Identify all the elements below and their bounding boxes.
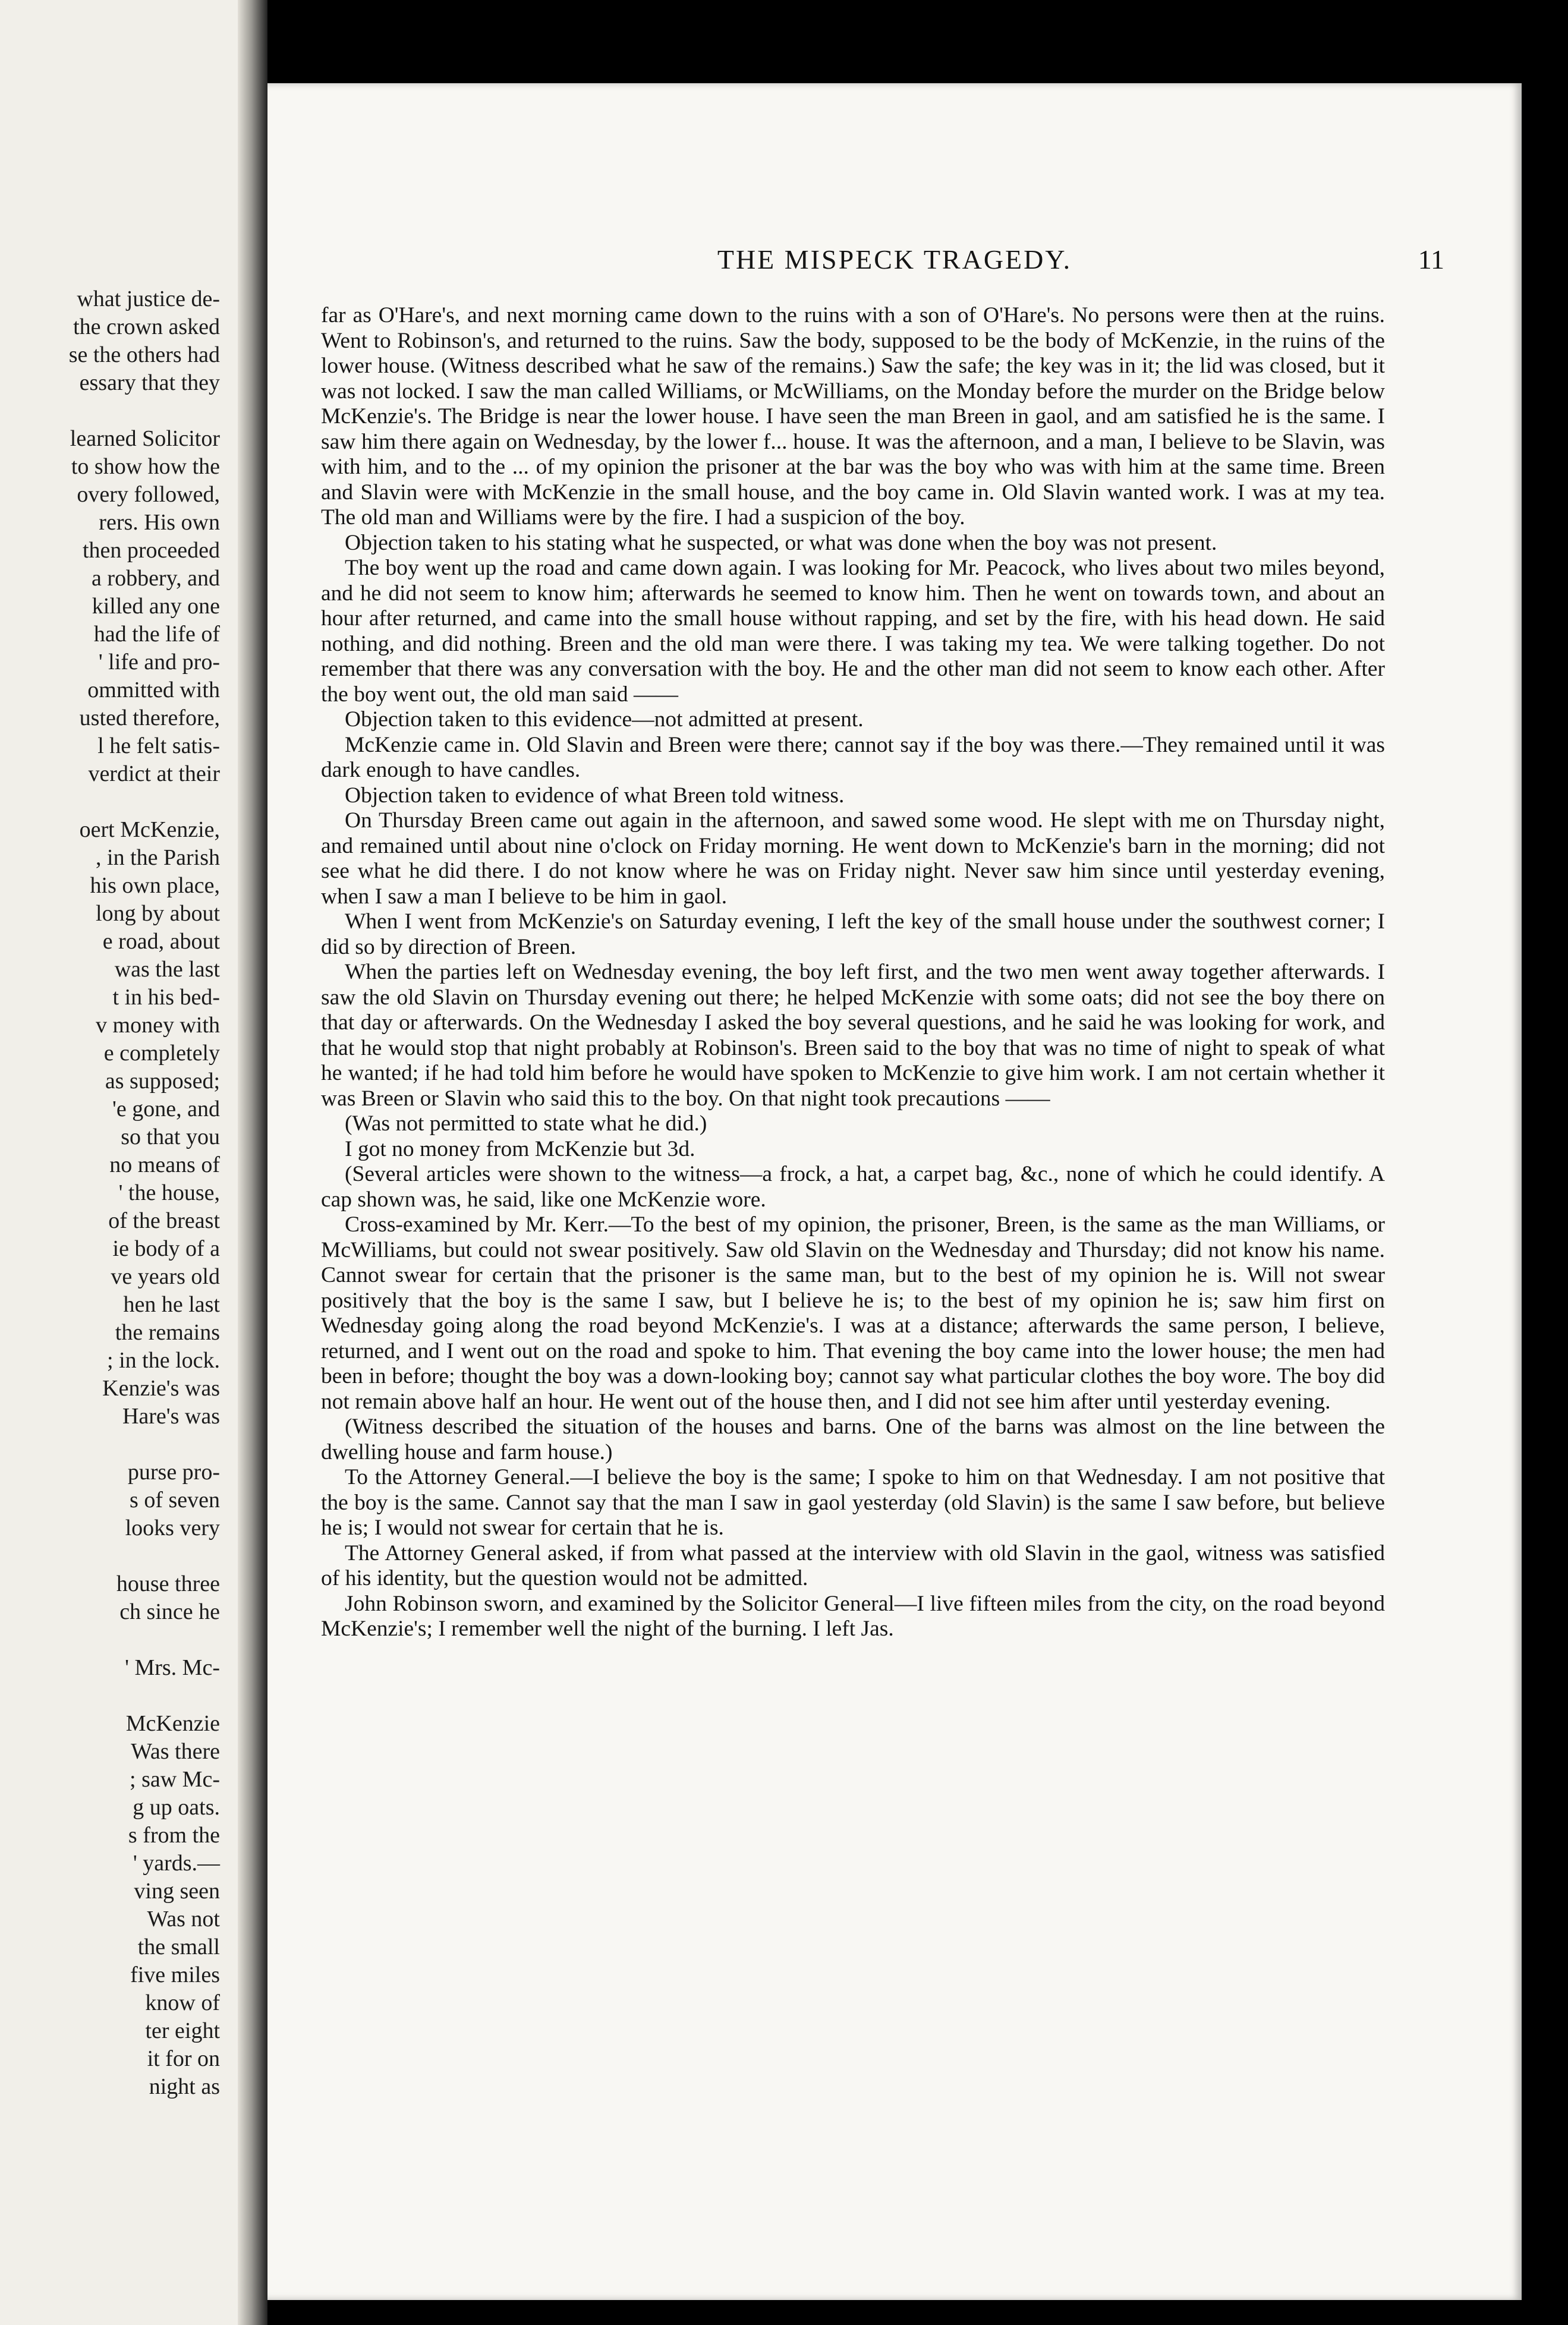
previous-page-line: no means of: [109, 1152, 220, 1177]
book-page: [267, 83, 1522, 2300]
book-gutter: [238, 0, 267, 2325]
previous-page-line: l he felt satis-: [97, 733, 220, 758]
previous-page-line: so that you: [121, 1124, 220, 1149]
previous-page-line: [6, 788, 220, 816]
paragraph: On Thursday Breen came out again in the afternoon, and sawed some wood. He slept with me on Thursday night, and remained until about nine o'clock on Friday morning. He went down to McKenzie's barn in the morning; did not see what he did there. I do not know where he was on Friday night. Never saw him since until yesterday evening, when I saw a man I believe to be him in gaol.: [321, 808, 1385, 909]
paragraph: (Witness described the situation of the houses and barns. One of the barns was almost on the line between the dwelling house and farm house.): [321, 1414, 1385, 1464]
previous-page-line: ter eight: [145, 2018, 220, 2043]
paragraph: John Robinson sworn, and examined by the Solicitor General—I live fifteen miles from the city, on the road beyond McKenzie's; I remember well the night of the burning. I left Jas.: [321, 1591, 1385, 1641]
previous-page-line: ' the house,: [118, 1180, 220, 1205]
previous-page-line: of the breast: [108, 1208, 220, 1233]
previous-page-line: 'e gone, and: [112, 1097, 220, 1121]
previous-page-line: a robbery, and: [92, 566, 220, 591]
previous-page-line: as supposed;: [105, 1069, 220, 1094]
paragraph: (Several articles were shown to the witness—a frock, a hat, a carpet bag, &c., none of which he could identify. A cap shown was, he said, like one McKenzie wore.: [321, 1162, 1385, 1212]
previous-page-line: [6, 1542, 220, 1570]
previous-page-line: the crown asked: [73, 314, 220, 339]
previous-page-line: know of: [145, 1990, 220, 2015]
previous-page-line: ving seen: [134, 1879, 220, 1904]
previous-page-line: v money with: [96, 1013, 220, 1038]
paragraph: I got no money from McKenzie but 3d.: [345, 1136, 695, 1161]
paragraph: McKenzie came in. Old Slavin and Breen were there; cannot say if the boy was there.—They remained until it was dark enough to have candles.: [321, 732, 1385, 782]
previous-page-line: ch since he: [119, 1599, 220, 1624]
previous-page-line: looks very: [125, 1516, 220, 1540]
previous-page-line: purse pro-: [127, 1460, 220, 1485]
previous-page-line: g up oats.: [133, 1795, 220, 1820]
running-header: [267, 244, 1522, 279]
previous-page-line: ; saw Mc-: [130, 1767, 220, 1792]
previous-page-fragment: [0, 0, 238, 2325]
previous-page-line: [6, 1626, 220, 1654]
previous-page-line: hen he last: [123, 1292, 220, 1317]
previous-page-line: [6, 1682, 220, 1710]
paragraph: Objection taken to evidence of what Breen told witness.: [345, 783, 845, 808]
paragraph: The boy went up the road and came down again. I was looking for Mr. Peacock, who lives about two miles beyond, and he did not seem to know him; afterwards he seemed to know him. Then he went on towards town, and about an hour after returned, and came into the small house without rapping, and set by the fire, with his head down. He said nothing, and did nothing. Breen and the old man were there. I was taking my tea. We were talking together. Do not remember that there was any conversation with the boy. He and the other man did not seem to know each other. After the boy went out, the old man said ——: [321, 556, 1385, 707]
previous-page-line: house three: [116, 1571, 220, 1596]
paragraph: Objection taken to this evidence—not admitted at present.: [345, 707, 864, 732]
previous-page-line: usted therefore,: [79, 705, 220, 730]
previous-page-line: ; in the lock.: [107, 1348, 220, 1373]
paragraph: When the parties left on Wednesday evening, the boy left first, and the two men went away together afterwards. I saw the old Slavin on Thursday evening out there; he helped McKenzie with some oats; did not see the boy there on that day or afterwards. On the Wednesday I asked the boy several questions, and he said he was looking for work, and that he would stop that night probably at Robinson's. Breen said to the boy that was no time of night to speak of what he wanted; if he had told him before he would have spoken to McKenzie to give him work. I am not certain whether it was Breen or Slavin who said this to the boy. On that night took precautions ——: [321, 960, 1385, 1111]
previous-page-line: learned Solicitor: [70, 426, 220, 451]
previous-page-column: [6, 285, 220, 2101]
page-body-text: [321, 303, 1385, 1642]
paragraph: The Attorney General asked, if from what passed at the interview with old Slavin in the gaol, witness was satisfied of his identity, but the question would not be admitted.: [321, 1540, 1385, 1590]
previous-page-line: night as: [149, 2074, 220, 2099]
previous-page-line: killed any one: [92, 594, 220, 619]
previous-page-line: se the others had: [68, 342, 220, 367]
previous-page-line: e completely: [103, 1041, 220, 1066]
previous-page-line: s from the: [128, 1823, 220, 1848]
paragraph: When I went from McKenzie's on Saturday evening, I left the key of the small house under the southwest corner; I did so by direction of Breen.: [321, 909, 1385, 959]
running-title: THE MISPECK TRAGEDY.: [717, 244, 1072, 275]
previous-page-line: ve years old: [111, 1264, 220, 1289]
previous-page-line: ommitted with: [87, 678, 220, 702]
paragraph: To the Attorney General.—I believe the boy is the same; I spoke to him on that Wednesday. I am not positive that the boy is the same. Cannot say that the man I saw in gaol yesterday (old Slavin) is the same I saw before, but believe he is; I would not swear for certain that he is.: [321, 1465, 1385, 1540]
previous-page-line: Kenzie's was: [102, 1376, 220, 1401]
previous-page-line: five miles: [130, 1962, 220, 1987]
previous-page-line: long by about: [96, 901, 220, 926]
previous-page-line: to show how the: [71, 454, 220, 479]
previous-page-line: ie body of a: [112, 1236, 220, 1261]
previous-page-line: his own place,: [90, 873, 220, 898]
previous-page-line: s of seven: [130, 1488, 220, 1513]
previous-page-line: overy followed,: [77, 482, 220, 507]
previous-page-line: what justice de-: [77, 286, 220, 311]
previous-page-line: [6, 397, 220, 425]
paragraph: far as O'Hare's, and next morning came down to the ruins with a son of O'Hare's. No persons were then at the ruins. Went to Robinson's, and returned to the ruins. Saw the body, supposed to be the body of McKenzie, in the ruins of the lower house. (Witness described what he saw of the remains.) Saw the safe; the key was in it; the lid was closed, but it was not locked. I saw the man called Williams, or McWilliams, on the Monday before the murder on the Bridge below McKenzie's. The Bridge is near the lower house. I have seen the man Breen in gaol, and am satisfied he is the same. I saw him there again on Wednesday, by the lower f... house. It was the afternoon, and a man, I believe to be Slavin, was with him, and to the ... of my opinion the prisoner at the bar was the boy who was with him at the same time. Breen and Slavin were with McKenzie in the small house, and the boy came in. Old Slavin wanted work. I was at my tea. The old man and Williams were by the fire. I had a suspicion of the boy.: [321, 303, 1385, 530]
previous-page-line: verdict at their: [88, 761, 220, 786]
previous-page-line: e road, about: [102, 929, 220, 954]
previous-page-line: , in the Parish: [96, 845, 220, 870]
previous-page-line: t in his bed-: [112, 985, 220, 1010]
previous-page-line: rers. His own: [99, 510, 220, 535]
previous-page-line: ' Mrs. Mc-: [125, 1655, 220, 1680]
previous-page-line: Hare's was: [122, 1404, 220, 1429]
previous-page-line: Was not: [147, 1907, 220, 1932]
previous-page-line: ' life and pro-: [98, 650, 220, 675]
previous-page-line: oert McKenzie,: [79, 817, 220, 842]
previous-page-line: then proceeded: [82, 538, 220, 563]
previous-page-line: the small: [137, 1935, 220, 1959]
previous-page-line: essary that they: [79, 370, 220, 395]
paragraph: (Was not permitted to state what he did.): [345, 1111, 707, 1136]
previous-page-line: Was there: [131, 1739, 220, 1764]
paragraph: Cross-examined by Mr. Kerr.—To the best of my opinion, the prisoner, Breen, is the same as the man Williams, or McWilliams, but could not swear positively. Saw old Slavin on the Wednesday and Thursday; did not know his name. Cannot swear for certain that the prisoner is the same man, but to the best of my opinion he is. Will not swear positively that the boy is the same I saw, but I believe he is; to the best of my opinion he is; saw him first on Wednesday going along the road beyond McKenzie's. I was at a distance; afterwards the same person, I believe, returned, and I went out on the road and spoke to him. That evening the boy came into the lower house; the men had been in before; thought the boy was a down-looking boy; cannot say what particular clothes the boy wore. The boy did not remain above half an hour. He went out of the house then, and I did not see him after until yesterday evening.: [321, 1212, 1385, 1414]
previous-page-line: was the last: [114, 957, 220, 982]
page-number: 11: [1418, 244, 1444, 275]
previous-page-line: had the life of: [93, 622, 220, 647]
previous-page-line: McKenzie: [125, 1711, 220, 1736]
previous-page-line: [6, 1431, 220, 1458]
previous-page-line: it for on: [147, 2046, 220, 2071]
previous-page-line: ' yards.—: [133, 1851, 220, 1876]
previous-page-line: the remains: [115, 1320, 220, 1345]
paragraph: Objection taken to his stating what he suspected, or what was done when the boy was not present.: [345, 530, 1217, 555]
